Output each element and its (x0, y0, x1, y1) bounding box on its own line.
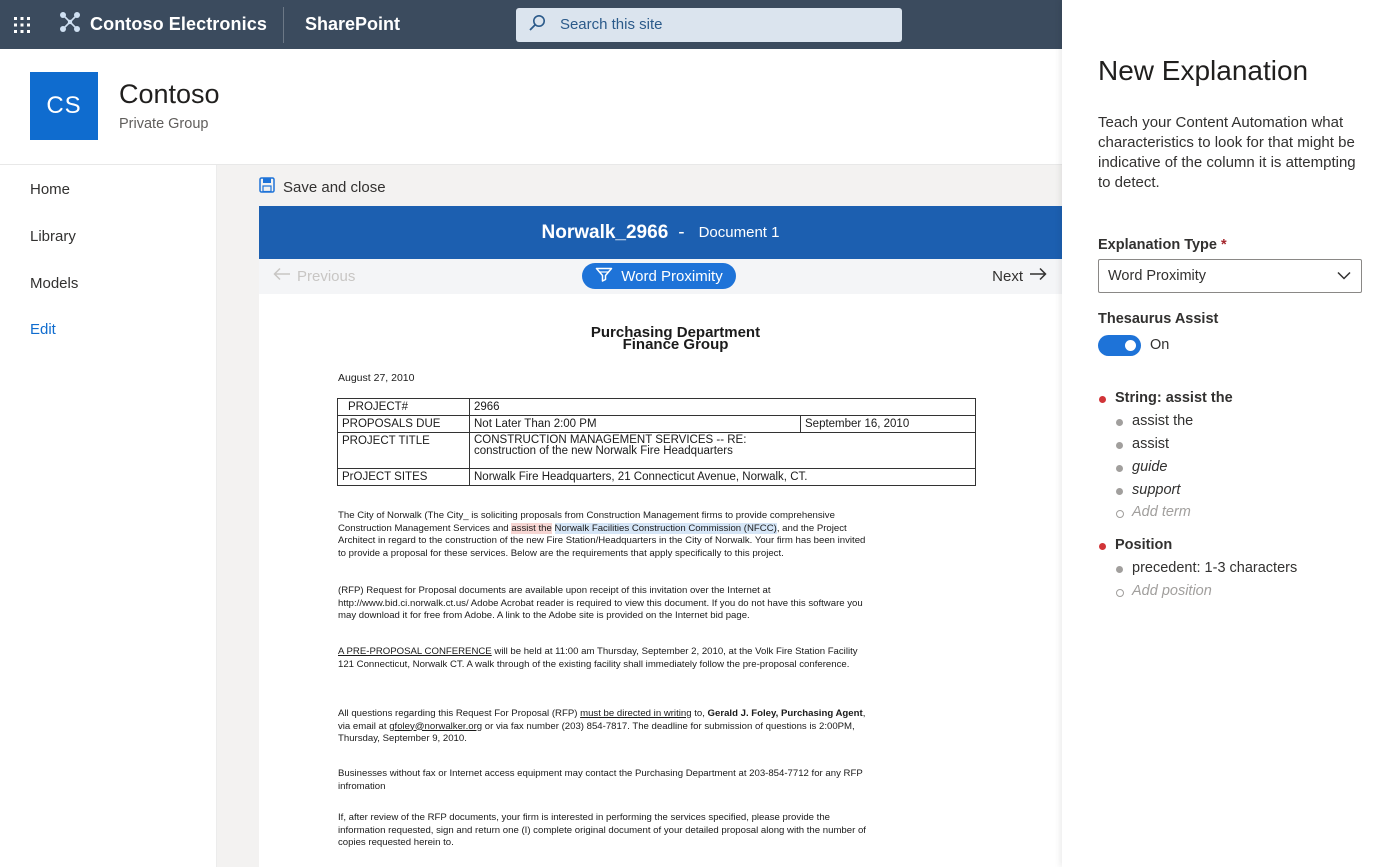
next-label: Next (992, 267, 1023, 285)
nav-item-library[interactable]: Library (30, 228, 76, 245)
table-cell: 2966 (470, 399, 976, 416)
document-name: Norwalk_2966 (541, 221, 669, 243)
save-icon (259, 177, 275, 197)
table-row (338, 416, 976, 433)
thesaurus-assist-toggle[interactable] (1098, 335, 1141, 356)
thesaurus-state: On (1150, 337, 1170, 353)
text-run: , via email at (338, 708, 866, 732)
text-run: will be held at 11:00 am Thursday, September 2, 2010, at the Volk Fire Station Facility 121 Connecticut, Norwalk CT. A walk through of the existing facility shall immediately follow the pre-proposal conference. (338, 646, 858, 670)
new-explanation-panel (1062, 0, 1380, 867)
doc-heading-purchasing: Purchasing Department (590, 324, 761, 341)
chevron-down-icon (1337, 268, 1351, 284)
brand[interactable] (44, 0, 283, 49)
word-proximity-label: Word Proximity (621, 267, 723, 285)
add-term-button[interactable]: Add term (1132, 504, 1191, 520)
position-bullet (1116, 566, 1123, 573)
doc-paragraph-conference (338, 646, 868, 671)
explanation-type-label-text: Explanation Type (1098, 237, 1217, 253)
term-item[interactable]: assist (1132, 436, 1170, 452)
nav-item-models[interactable]: Models (30, 275, 79, 292)
app-name[interactable]: SharePoint (304, 14, 400, 34)
nav-item-home[interactable]: Home (30, 181, 71, 198)
position-rule-bullet (1099, 543, 1106, 550)
table-row (338, 433, 976, 469)
previous-button[interactable] (273, 267, 355, 285)
search-icon (528, 14, 546, 36)
table-cell: Not Later Than 2:00 PM (470, 416, 801, 433)
next-button[interactable] (992, 267, 1047, 285)
arrow-right-icon (1029, 267, 1047, 285)
doc-paragraph-review: If, after review of the RFP documents, your firm is interested in performing the services specified, please provide the information requested, sign and return one (I) complete original document of your detailed proposal along with the number of copies requested herein to. (338, 812, 866, 848)
highlight-assist-the[interactable]: assist the (511, 522, 552, 534)
site-subtitle: Private Group (119, 116, 209, 132)
left-navigation (0, 165, 217, 867)
term-item-synonym[interactable]: guide (1132, 459, 1168, 475)
proximity-icon (595, 266, 613, 286)
position-item[interactable]: precedent: 1-3 characters (1132, 560, 1298, 576)
email-link[interactable]: gfoley@norwalker.org (389, 720, 483, 732)
suite-bar (0, 0, 1062, 49)
brand-logo-icon (58, 10, 82, 39)
site-logo[interactable]: CS (30, 72, 98, 140)
table-cell: PROJECT TITLE (338, 433, 470, 469)
term-item[interactable]: assist the (1132, 413, 1194, 429)
text-run: All questions regarding this Request For Proposal (RFP) (338, 708, 581, 719)
site-title[interactable]: Contoso (119, 79, 220, 109)
site-header (0, 49, 1062, 165)
arrow-left-icon (273, 267, 291, 285)
term-bullet (1116, 488, 1123, 495)
text-run: to, (691, 708, 708, 719)
document-nav (259, 259, 1062, 294)
app-launcher-icon[interactable] (0, 0, 44, 49)
term-bullet (1116, 465, 1123, 472)
doc-paragraph-questions (338, 708, 868, 746)
doc-date: August 27, 2010 (338, 372, 415, 384)
string-rule-heading[interactable]: String: assist the (1115, 390, 1233, 406)
word-proximity-pill[interactable] (582, 263, 736, 289)
document-header (259, 206, 1062, 259)
search-placeholder: Search this site (559, 16, 663, 33)
table-cell (470, 433, 976, 469)
explanation-type-value: Word Proximity (1108, 268, 1207, 284)
text-run: must be directed in writing (580, 708, 692, 719)
table-cell: PROPOSALS DUE (338, 416, 470, 433)
toggle-knob (1125, 340, 1136, 351)
doc-heading-finance: Finance Group (622, 336, 729, 353)
previous-label: Previous (297, 267, 356, 285)
term-bullet (1116, 419, 1123, 426)
search-input[interactable] (516, 8, 902, 42)
content-area (217, 165, 1062, 867)
panel-title: New Explanation (1098, 55, 1309, 86)
text-run: Gerald J. Foley, Purchasing Agent (707, 708, 863, 719)
table-row (338, 399, 976, 416)
add-position-button[interactable]: Add position (1132, 583, 1212, 599)
explanation-type-dropdown[interactable] (1098, 259, 1362, 293)
add-term-bullet (1116, 510, 1124, 518)
term-bullet (1116, 442, 1123, 449)
table-cell: PROJECT# (338, 399, 470, 416)
term-item-synonym[interactable]: support (1132, 482, 1181, 498)
highlight-nfcc[interactable]: Norwalk Facilities Construction Commission (NFCC) (554, 522, 777, 534)
doc-paragraph-businesses: Businesses without fax or Internet access equipment may contact the Purchasing Department at 203-854-7712 for any RFP infromation (338, 768, 863, 792)
table-row (338, 469, 976, 486)
required-mark: * (1221, 237, 1227, 253)
text-run: A PRE-PROPOSAL CONFERENCE (338, 646, 492, 657)
explanation-type-label (1098, 237, 1227, 253)
text-run: or via fax number (203) 854-7817. The deadline for submission of questions is 2:00PM, Thursday, September 9, 2010. (338, 720, 855, 744)
document-separator: - (678, 221, 685, 243)
add-position-bullet (1116, 589, 1124, 597)
brand-name: Contoso Electronics (90, 14, 267, 34)
thesaurus-assist-label: Thesaurus Assist (1098, 311, 1219, 327)
project-title-line: construction of the new Norwalk Fire Headquarters (474, 445, 733, 457)
nav-edit-link[interactable]: Edit (30, 321, 56, 338)
doc-paragraph-rfp: (RFP) Request for Proposal documents are available upon receipt of this invitation over the Internet at http://www.bid.ci.norwalk.ct.us/ Adobe Acrobat reader is required to view this document. If you do not have this software you may download it for free from Adobe. A link to the Adobe site is provided on the Internet bid page. (338, 585, 863, 621)
document-viewer (259, 206, 1062, 867)
table-cell: PrOJECT SITES (338, 469, 470, 486)
project-table (337, 398, 976, 486)
text-run: , and the Project Architect in regard to the construction of the new Fire Station/Headquarters in the City of Norwalk. Your firm has been invited to provide a proposal for these services. Below are the requirements that apply specifically to this project. (338, 522, 866, 559)
string-rule-bullet (1099, 396, 1106, 403)
document-number: Document 1 (698, 224, 780, 241)
table-cell: Norwalk Fire Headquarters, 21 Connecticut Avenue, Norwalk, CT. (470, 469, 976, 486)
save-and-close-label: Save and close (283, 178, 386, 196)
table-cell: September 16, 2010 (801, 416, 976, 433)
text-run: The City of Norwalk (The City_ is soliciting proposals from Construction Management firms to provide comprehensive Construction Management Services and (338, 510, 835, 534)
save-and-close-button[interactable] (259, 177, 386, 197)
position-rule-heading[interactable]: Position (1115, 537, 1173, 553)
project-title-line: CONSTRUCTION MANAGEMENT SERVICES -- RE: (474, 434, 747, 446)
doc-paragraph-intro (338, 510, 868, 560)
panel-description: Teach your Content Automation what characteristics to look for that might be indicative of the column it is attempting to detect. (1098, 114, 1356, 191)
